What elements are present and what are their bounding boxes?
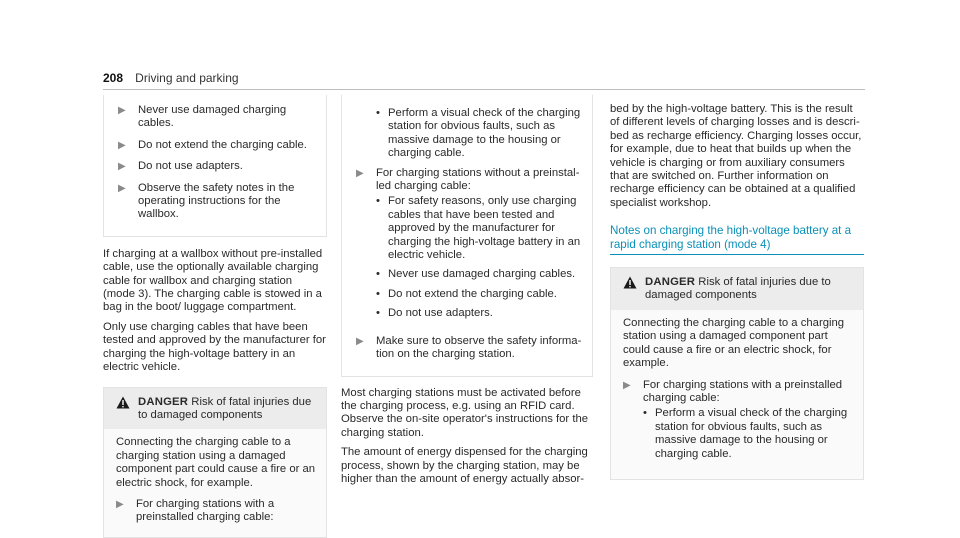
header-divider xyxy=(103,89,865,90)
step-item: ▶ For charging stations with a preinstalled charging cable: xyxy=(116,497,275,524)
arrow-right-icon: ▶ xyxy=(356,167,364,179)
step-item: ▶ Never use damaged charging cables. xyxy=(118,104,287,130)
bullet-item: • Never use damaged charging cables. xyxy=(376,268,576,281)
arrow-right-icon: ▶ xyxy=(116,498,124,510)
danger-label: DANGER xyxy=(645,276,696,289)
arrow-right-icon: ▶ xyxy=(356,335,364,347)
page-header xyxy=(103,72,865,88)
paragraph: If charging at a wallbox without pre-installed cable, use the optionally available charging cable for wallbox and charging station (mode 3). The charging cable is stowed in a bag in the boot/ luggage compartment. xyxy=(103,247,323,314)
column-2 xyxy=(341,95,593,492)
danger-label: DANGER xyxy=(138,395,189,408)
arrow-right-icon: ▶ xyxy=(623,379,631,391)
bullet-item: • Perform a visual check of the charging station for obvious faults, such as massive damage to the housing or charging cable. xyxy=(643,407,848,460)
instruction-box xyxy=(341,95,593,377)
danger-text: Connecting the charging cable to a charging station using a damaged component part could cause a fire or an electric shock, for example. xyxy=(623,316,845,370)
bullet-item: • For safety reasons, only use charging cables that have been tested and approved by the manufacturer for charging the high-voltage battery in an electric vehicle. xyxy=(376,195,581,262)
warning-triangle-icon xyxy=(116,396,138,423)
step-item: ▶ For charging stations without a preinstalled charging cable: • For safety reasons, only use charging cables that have been tested and approved by the manufacturer for charging the high-voltage battery in an electric vehicle. • Never use damaged charging cables. • Do not extend the charging cable. • Do not use adapters. xyxy=(356,167,582,327)
paragraph: Most charging stations must be activated before the charging process, e.g. using an RFID card. Observe the on-site operator's instructions for the charging station. xyxy=(341,386,589,439)
arrow-right-icon: ▶ xyxy=(118,105,126,116)
danger-text: Connecting the charging cable to a charging station using a damaged component part could cause a fire or an electric shock, for example. xyxy=(116,436,316,489)
step-item: ▶ Observe the safety notes in the operating instructions for the wallbox. xyxy=(118,181,295,221)
bullet-item: • Do not extend the charging cable. xyxy=(376,287,557,300)
step-item: ▶ For charging stations with a preinstalled charging cable: • Perform a visual check of the charging station for obvious faults, such as massive damage to the housing or charging cable. xyxy=(623,379,853,467)
section-heading: Notes on charging the high-voltage battery at a rapid charging station (mode 4) xyxy=(610,224,864,255)
column-3 xyxy=(610,95,864,480)
paragraph: bed by the high-voltage battery. This is the result of different levels of charging losses and is described as recharge efficiency. Charging losses occur, for example, due to heat that builds up when the vehicle is charging or from auxiliary consumers that are switched on. Further information on recharge efficiency can be obtained at a qualified specialist workshop. xyxy=(610,103,862,209)
bullet-item: • Perform a visual check of the charging station for obvious faults, such as massive damage to the housing or charging cable. xyxy=(376,107,581,160)
instruction-box xyxy=(103,95,327,237)
section-title: Driving and parking xyxy=(135,71,239,85)
danger-title: Risk of fatal injuries due to damaged components xyxy=(645,276,831,302)
danger-notice xyxy=(610,267,864,480)
column-1 xyxy=(103,95,327,538)
bullet-item: • Do not use adapters. xyxy=(376,307,493,320)
arrow-right-icon: ▶ xyxy=(118,139,126,151)
paragraph: The amount of energy dispensed for the charging process, shown by the charging station, may be higher than the amount of energy actually absor- xyxy=(341,446,588,485)
danger-notice xyxy=(103,387,327,538)
danger-title: Risk of fatal injuries due to damaged components xyxy=(138,395,312,421)
arrow-right-icon: ▶ xyxy=(118,161,126,173)
paragraph: Only use charging cables that have been tested and approved by the manufacturer for charging the high-voltage battery in an electric vehicle. xyxy=(103,320,326,374)
step-item: ▶ Do not extend the charging cable. xyxy=(118,138,307,151)
step-item: ▶ Make sure to observe the safety information on the charging station. xyxy=(356,334,582,361)
warning-triangle-icon xyxy=(623,276,645,303)
step-item: ▶ Do not use adapters. xyxy=(118,160,243,173)
arrow-right-icon: ▶ xyxy=(118,182,126,194)
page-number: 208 xyxy=(103,71,124,85)
